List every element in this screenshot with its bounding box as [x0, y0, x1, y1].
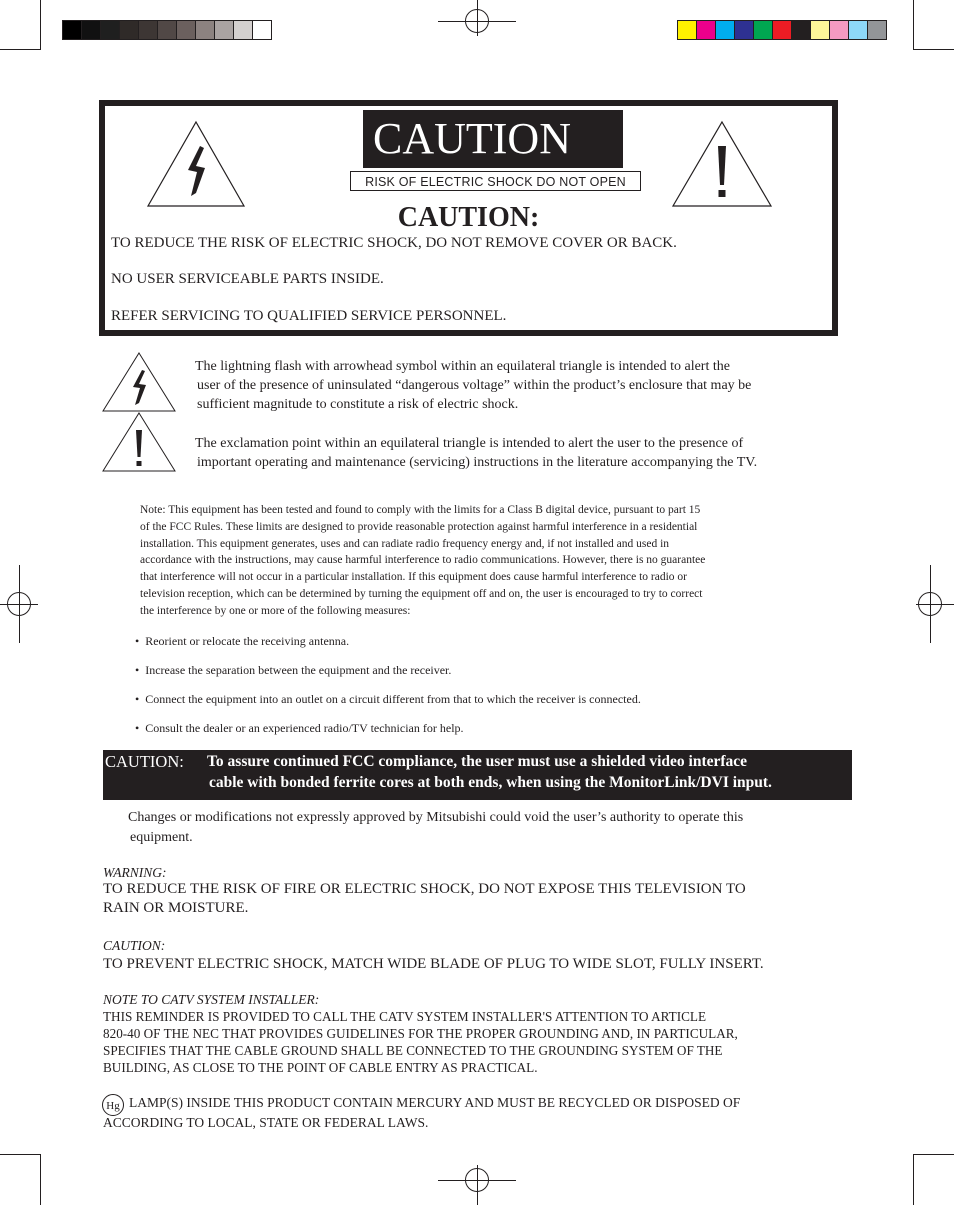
fcc-note-line: that interference will not occur in a particular installation. If this equipment does cause harmful interference to radio or	[140, 571, 687, 584]
lightning-description	[195, 357, 835, 414]
exclamation-description-line: The exclamation point within an equilateral triangle is intended to alert the user to the presence of	[195, 436, 744, 451]
changes-notice-line: Changes or modifications not expressly approved by Mitsubishi could void the user’s authority to operate this	[128, 810, 744, 825]
fcc-note-line: Note: This equipment has been tested and found to comply with the limits for a Class B digital device, pursuant to part 15	[140, 504, 701, 516]
color-swatch	[868, 21, 886, 39]
lightning-description-line: sufficient magnitude to constitute a risk of electric shock.	[197, 397, 519, 412]
fcc-caution-line: To assure continued FCC compliance, the user must use a shielded video interface	[207, 753, 748, 770]
color-bar	[677, 20, 887, 40]
warning-line: TO REDUCE THE RISK OF FIRE OR ELECTRIC SHOCK, DO NOT EXPOSE THIS TELEVISION TO	[103, 881, 746, 897]
caution-line: TO REDUCE THE RISK OF ELECTRIC SHOCK, DO NOT REMOVE COVER OR BACK.	[111, 235, 677, 251]
fcc-caution-line: cable with bonded ferrite cores at both ends, when using the MonitorLink/DVI input.	[209, 774, 772, 791]
grayscale-bar	[62, 20, 272, 40]
mercury-line: LAMP(S) INSIDE THIS PRODUCT CONTAIN MERCURY AND MUST BE RECYCLED OR DISPOSED OF	[129, 1095, 741, 1110]
grayscale-swatch	[215, 21, 234, 39]
caution-heading: CAUTION:	[103, 938, 166, 953]
color-swatch	[849, 21, 868, 39]
catv-heading: NOTE TO CATV SYSTEM INSTALLER:	[103, 992, 320, 1007]
caution-subtitle: CAUTION:	[397, 202, 540, 233]
fcc-note-line: accordance with the instructions, may cause harmful interference to radio communications. However, there is no guarantee	[140, 554, 706, 567]
lightning-triangle-icon	[146, 120, 246, 208]
grayscale-swatch	[196, 21, 215, 39]
list-item: • Reorient or relocate the receiving antenna.	[135, 634, 350, 648]
warning-body	[103, 880, 746, 918]
catv-line: 820-40 OF THE NEC THAT PROVIDES GUIDELINES FOR THE PROPER GROUNDING AND, IN PARTICULAR,	[103, 1026, 738, 1041]
grayscale-swatch	[139, 21, 158, 39]
grayscale-swatch	[120, 21, 139, 39]
color-swatch	[811, 21, 830, 39]
color-swatch	[754, 21, 773, 39]
color-swatch	[830, 21, 849, 39]
fcc-note-line: television reception, which can be determined by turning the equipment off and on, the user is encouraged to try to correct	[140, 587, 703, 600]
grayscale-swatch	[63, 21, 82, 39]
mercury-hg-badge: Hg	[102, 1094, 124, 1116]
fcc-caution-label: CAUTION:	[105, 752, 184, 771]
exclamation-description-line: important operating and maintenance (servicing) instructions in the literature accompanying the TV.	[197, 455, 758, 470]
catv-line: BUILDING, AS CLOSE TO THE POINT OF CABLE ENTRY AS PRACTICAL.	[103, 1060, 538, 1075]
caution-box	[99, 100, 838, 336]
caution-body: TO PREVENT ELECTRIC SHOCK, MATCH WIDE BLADE OF PLUG TO WIDE SLOT, FULLY INSERT.	[103, 956, 764, 972]
caution-banner: CAUTION	[363, 110, 623, 168]
fcc-note	[140, 502, 840, 620]
changes-notice-line: equipment.	[130, 830, 193, 845]
catv-line: THIS REMINDER IS PROVIDED TO CALL THE CATV SYSTEM INSTALLER'S ATTENTION TO ARTICLE	[103, 1009, 707, 1024]
exclamation-triangle-icon	[671, 120, 773, 208]
catv-line: SPECIFIES THAT THE CABLE GROUND SHALL BE CONNECTED TO THE GROUNDING SYSTEM OF THE	[103, 1043, 723, 1058]
lightning-triangle-icon	[102, 352, 176, 412]
caution-line: REFER SERVICING TO QUALIFIED SERVICE PERSONNEL.	[111, 308, 507, 324]
grayscale-swatch	[234, 21, 253, 39]
color-swatch	[697, 21, 716, 39]
fcc-note-line: of the FCC Rules. These limits are designed to provide reasonable protection against harmful interference in a residential	[140, 520, 698, 533]
grayscale-swatch	[101, 21, 120, 39]
grayscale-swatch	[253, 21, 271, 39]
exclamation-triangle-icon	[102, 412, 176, 472]
mercury-line: ACCORDING TO LOCAL, STATE OR FEDERAL LAWS.	[103, 1115, 429, 1130]
color-swatch	[773, 21, 792, 39]
color-swatch	[792, 21, 811, 39]
list-item: • Consult the dealer or an experienced radio/TV technician for help.	[135, 721, 464, 735]
list-item: • Increase the separation between the equipment and the receiver.	[135, 663, 452, 677]
exclamation-description	[195, 434, 835, 472]
list-item: • Connect the equipment into an outlet on a circuit different from that to which the receiver is connected.	[135, 692, 641, 706]
fcc-caution-banner	[103, 750, 852, 800]
grayscale-swatch	[177, 21, 196, 39]
lightning-description-line: The lightning flash with arrowhead symbol within an equilateral triangle is intended to alert the	[195, 359, 730, 374]
mercury-notice	[103, 1093, 833, 1133]
fcc-note-line: the interference by one or more of the following measures:	[140, 604, 411, 617]
changes-notice	[128, 808, 818, 848]
catv-body	[103, 1008, 863, 1076]
bullet-text: Reorient or relocate the receiving antenna.	[145, 634, 350, 648]
bullet-text: Connect the equipment into an outlet on a circuit different from that to which the receiver is connected.	[145, 692, 641, 706]
warning-heading: WARNING:	[103, 865, 167, 880]
risk-label: RISK OF ELECTRIC SHOCK DO NOT OPEN	[350, 171, 641, 191]
lightning-description-line: user of the presence of uninsulated “dangerous voltage” within the product’s enclosure that may be	[197, 378, 752, 393]
warning-line: RAIN OR MOISTURE.	[103, 900, 249, 916]
grayscale-swatch	[158, 21, 177, 39]
color-swatch	[716, 21, 735, 39]
grayscale-swatch	[82, 21, 101, 39]
bullet-text: Increase the separation between the equipment and the receiver.	[145, 663, 452, 677]
fcc-note-line: installation. This equipment generates, uses and can radiate radio frequency energy and, if not installed and used in	[140, 537, 670, 550]
color-swatch	[678, 21, 697, 39]
color-swatch	[735, 21, 754, 39]
bullet-text: Consult the dealer or an experienced radio/TV technician for help.	[145, 721, 464, 735]
caution-line: NO USER SERVICEABLE PARTS INSIDE.	[111, 271, 384, 287]
